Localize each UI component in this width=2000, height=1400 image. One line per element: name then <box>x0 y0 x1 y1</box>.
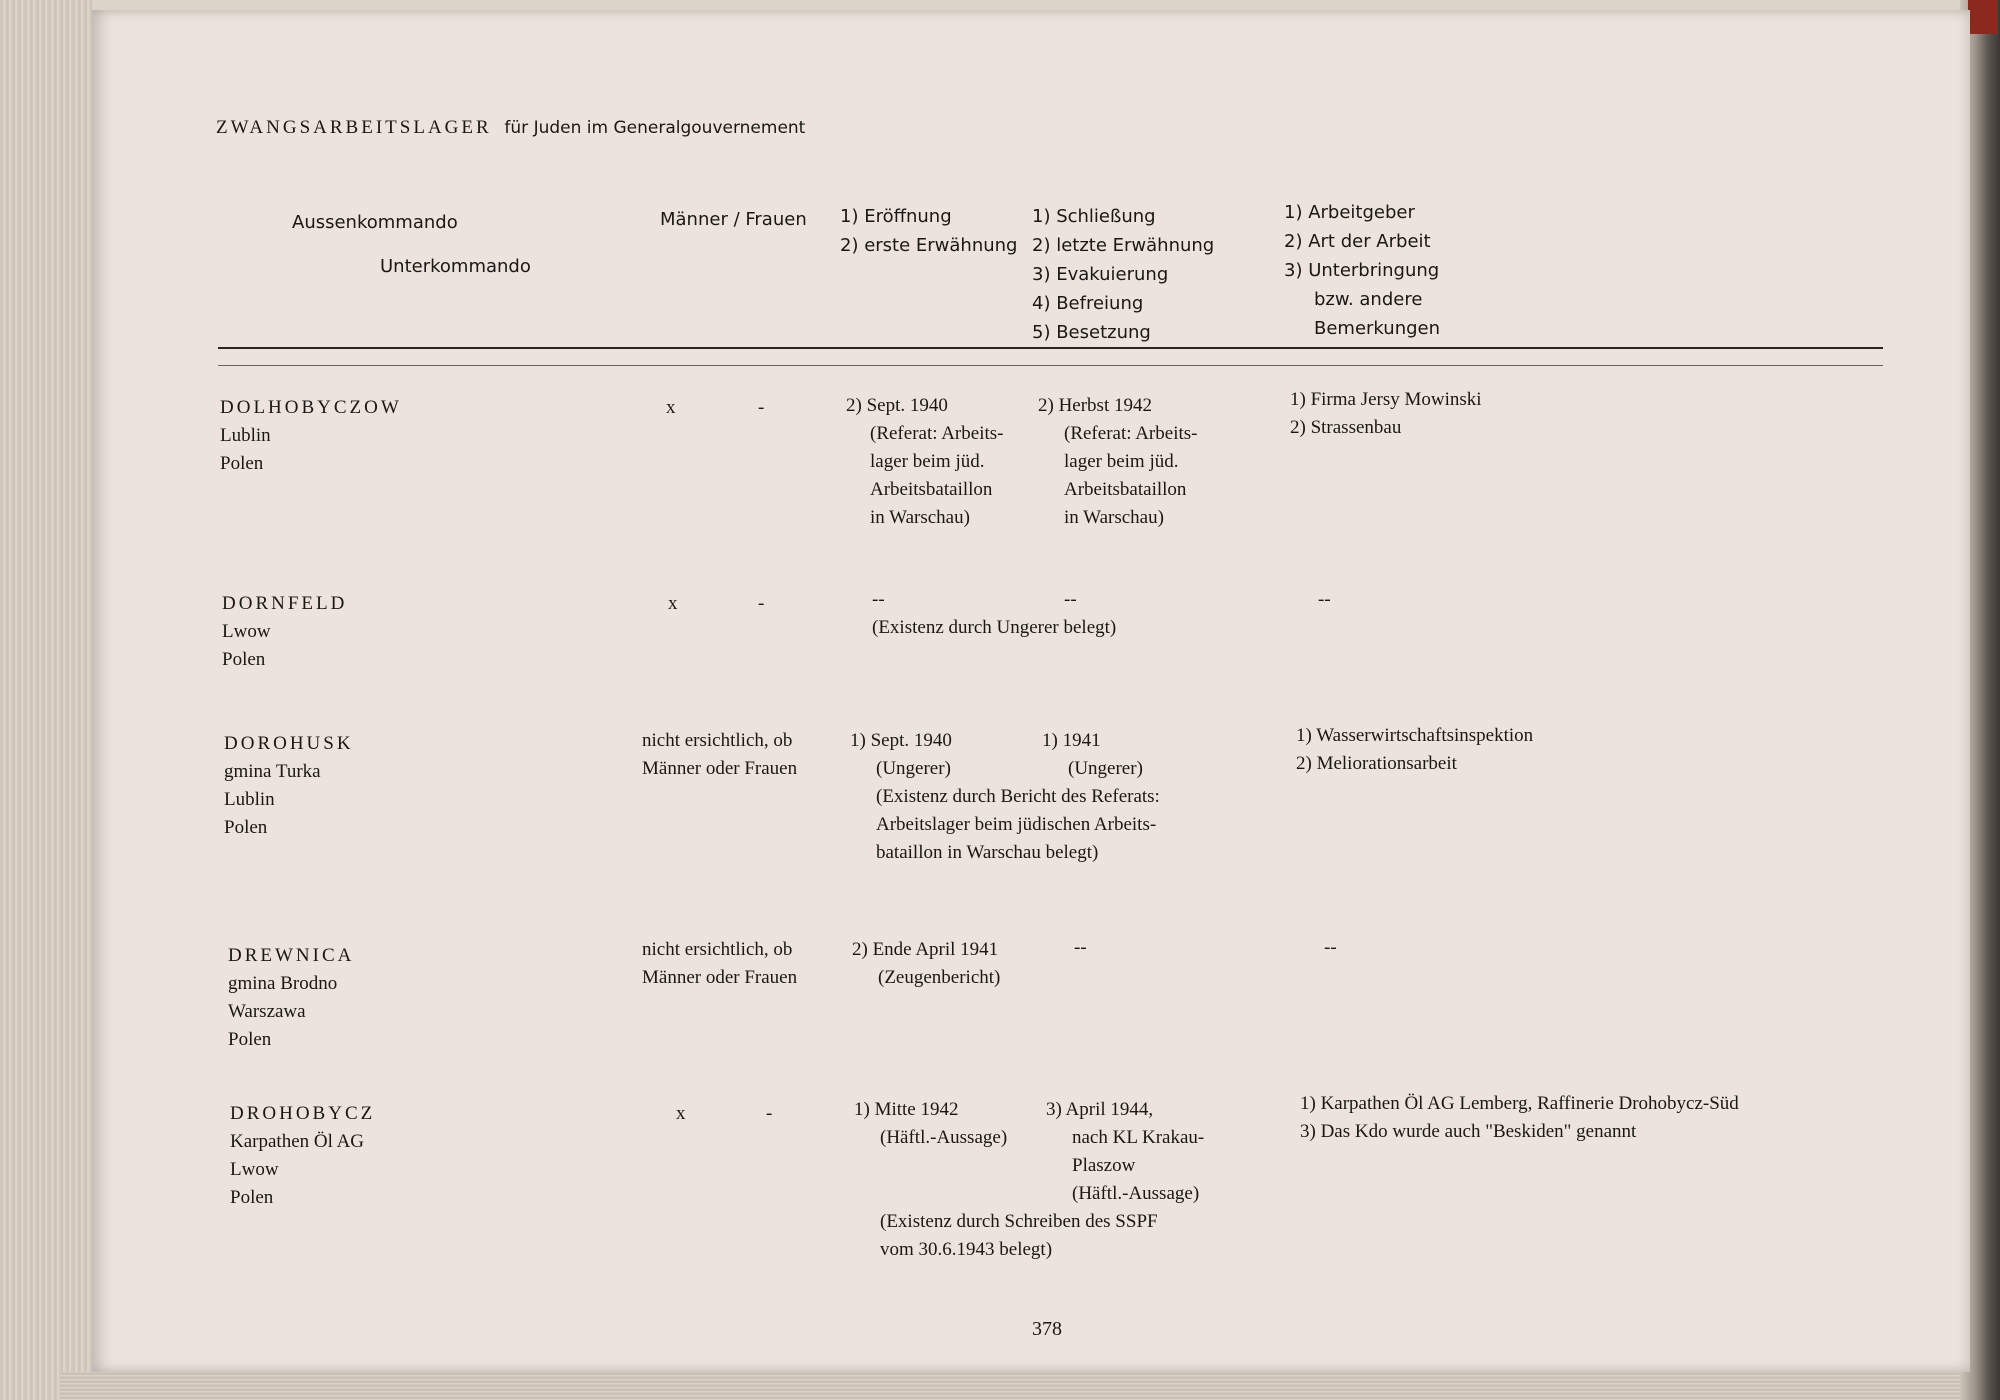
opening-text: 2) Ende April 1941 <box>852 939 999 960</box>
title-rest: für Juden im Generalgouvernement <box>504 118 806 138</box>
header-col5-line3: 3) Unterbringung <box>1284 260 1440 281</box>
closing-text: 2) Herbst 1942 <box>1038 395 1152 416</box>
opening-text: in Warschau) <box>870 507 970 528</box>
title-caps: ZWANGSARBEITSLAGER <box>216 117 492 138</box>
camp-location: Lwow <box>222 621 271 642</box>
camp-location: Polen <box>230 1187 274 1208</box>
header-col4-line4: 4) Befreiung <box>1032 293 1144 314</box>
closing-text: Plaszow <box>1072 1155 1136 1176</box>
opening-text: (Existenz durch Bericht des Referats: <box>876 786 1160 807</box>
page-title <box>216 114 805 142</box>
remark-text: 1) Karpathen Öl AG Lemberg, Raffinerie Drohobycz-Süd <box>1300 1093 1739 1114</box>
remark-text: -- <box>1318 589 1331 610</box>
remark-text: 3) Das Kdo wurde auch "Beskiden" genannt <box>1300 1121 1637 1142</box>
header-col5-line2: 2) Art der Arbeit <box>1284 231 1431 252</box>
opening-text: (Zeugenbericht) <box>878 967 1001 988</box>
book-bottom-edges <box>60 1372 2000 1400</box>
camp-location: Polen <box>228 1029 272 1050</box>
header-rule-thin <box>218 365 1883 366</box>
gender-note: Männer oder Frauen <box>642 758 798 779</box>
header-rule <box>218 347 1883 349</box>
women-mark: - <box>758 397 765 418</box>
camp-location: Lwow <box>230 1159 279 1180</box>
men-mark: x <box>666 397 676 418</box>
remark-text: 2) Meliorationsarbeit <box>1296 753 1457 774</box>
remark-text: 2) Strassenbau <box>1290 417 1402 438</box>
opening-text: lager beim jüd. <box>870 451 985 472</box>
closing-text: (Häftl.-Aussage) <box>1072 1183 1200 1204</box>
remark-text: 1) Wasserwirtschaftsinspektion <box>1296 725 1534 746</box>
opening-text: (Referat: Arbeits- <box>870 423 1004 444</box>
camp-location: gmina Turka <box>224 761 321 782</box>
opening-note: vom 30.6.1943 belegt) <box>880 1239 1053 1260</box>
camp-name: DOROHUSK <box>224 733 354 754</box>
closing-text: 1) 1941 <box>1042 730 1101 751</box>
header-col4-line5: 5) Besetzung <box>1032 322 1151 343</box>
page-number: 378 <box>1032 1318 1062 1340</box>
header-col4-line2: 2) letzte Erwähnung <box>1032 235 1215 256</box>
opening-note: (Existenz durch Schreiben des SSPF <box>880 1211 1158 1232</box>
remark-text: 1) Firma Jersy Mowinski <box>1290 389 1482 410</box>
opening-text: (Häftl.-Aussage) <box>880 1127 1008 1148</box>
camp-location: Polen <box>222 649 266 670</box>
header-maenner-frauen: Männer / Frauen <box>660 209 807 230</box>
camp-location: Karpathen Öl AG <box>230 1131 365 1152</box>
header-col5-line4: bzw. andere <box>1314 289 1423 310</box>
closing-text: 3) April 1944, <box>1046 1099 1154 1120</box>
camp-name: DREWNICA <box>228 945 355 966</box>
camp-location: Warszawa <box>228 1001 306 1022</box>
opening-text: 1) Mitte 1942 <box>854 1099 959 1120</box>
camp-location: gmina Brodno <box>228 973 338 994</box>
closing-text: (Referat: Arbeits- <box>1064 423 1198 444</box>
camp-location: Lublin <box>224 789 275 810</box>
women-mark: - <box>766 1103 773 1124</box>
opening-text: Arbeitslager beim jüdischen Arbeits- <box>876 814 1157 835</box>
header-col4-line3: 3) Evakuierung <box>1032 264 1169 285</box>
closing-text: -- <box>1064 589 1077 610</box>
opening-text: Arbeitsbataillon <box>870 479 993 500</box>
closing-text: lager beim jüd. <box>1064 451 1179 472</box>
closing-text: -- <box>1074 937 1087 958</box>
camp-name: DOLHOBYCZOW <box>220 397 402 418</box>
camp-name: DORNFELD <box>222 593 348 614</box>
header-aussenkommando: Aussenkommando <box>292 212 458 233</box>
opening-text: 1) Sept. 1940 <box>850 730 952 751</box>
camp-location: Polen <box>220 453 264 474</box>
book-page-edges <box>0 0 92 1400</box>
gender-note: Männer oder Frauen <box>642 967 798 988</box>
remark-text: -- <box>1324 937 1337 958</box>
closing-text: nach KL Krakau- <box>1072 1127 1205 1148</box>
closing-text: in Warschau) <box>1064 507 1164 528</box>
opening-text: 2) Sept. 1940 <box>846 395 948 416</box>
opening-text: bataillon in Warschau belegt) <box>876 842 1099 863</box>
camp-location: Polen <box>224 817 268 838</box>
header-col5-line5: Bemerkungen <box>1314 318 1441 339</box>
opening-text: (Existenz durch Ungerer belegt) <box>872 617 1117 638</box>
men-mark: x <box>676 1103 686 1124</box>
men-mark: x <box>668 593 678 614</box>
gender-note: nicht ersichtlich, ob <box>642 730 793 751</box>
bookmark-tab <box>1968 0 1998 34</box>
closing-text: (Ungerer) <box>1068 758 1143 779</box>
header-col3-line2: 2) erste Erwähnung <box>840 235 1018 256</box>
camp-location: Lublin <box>220 425 271 446</box>
header-unterkommando: Unterkommando <box>380 256 531 277</box>
gender-note: nicht ersichtlich, ob <box>642 939 793 960</box>
header-col3-line1: 1) Eröffnung <box>840 206 952 227</box>
opening-text: (Ungerer) <box>876 758 951 779</box>
women-mark: - <box>758 593 765 614</box>
opening-text: -- <box>872 589 885 610</box>
closing-text: Arbeitsbataillon <box>1064 479 1187 500</box>
camp-name: DROHOBYCZ <box>230 1103 376 1124</box>
header-col5-line1: 1) Arbeitgeber <box>1284 202 1415 223</box>
header-col4-line1: 1) Schließung <box>1032 206 1156 227</box>
